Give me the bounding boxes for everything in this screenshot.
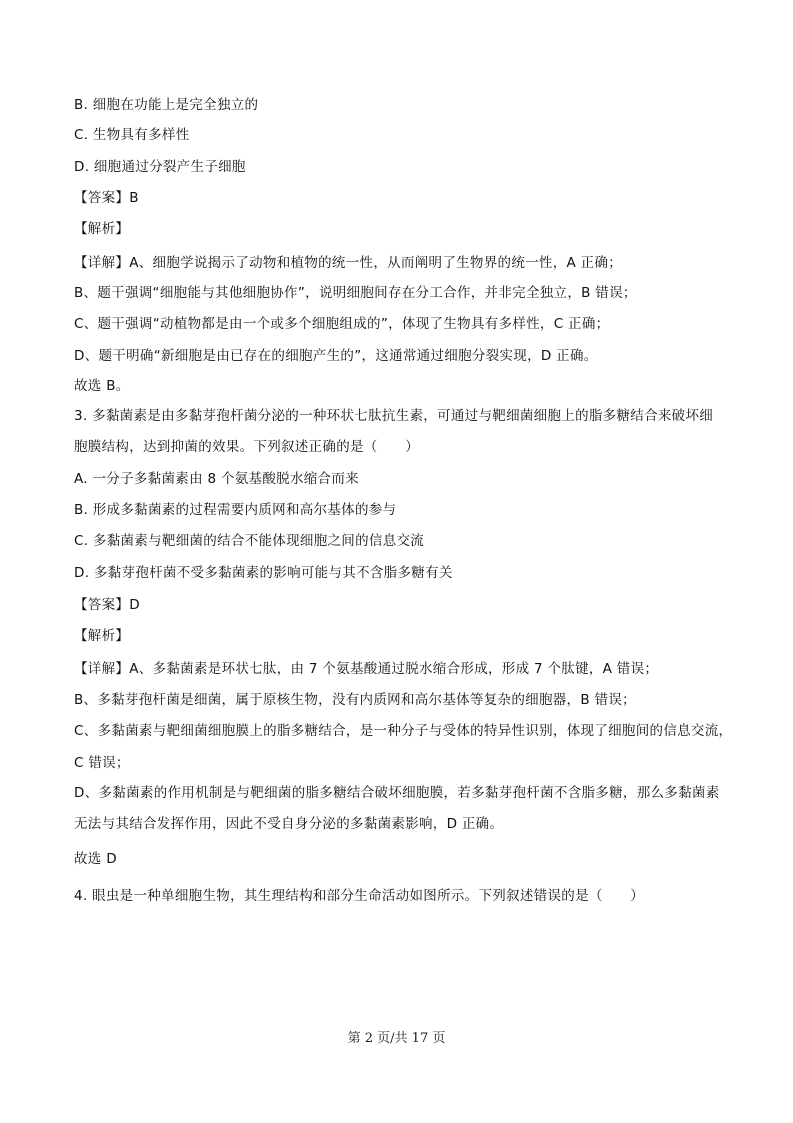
option-c: C. 多黏菌素与靶细菌的结合不能体现细胞之间的信息交流 (74, 533, 425, 549)
explanation-line: B、多黏芽孢杆菌是细菌，属于原核生物，没有内质网和高尔基体等复杂的细胞器，B 错误； (74, 692, 636, 708)
page-number-footer: 第 2 页/共 17 页 (347, 1031, 446, 1046)
question-4-stem: 4. 眼虫是一种单细胞生物，其生理结构和部分生命活动如图所示。下列叙述错误的是（ ） (74, 888, 645, 904)
option-b: B. 形成多黏菌素的过程需要内质网和高尔基体的参与 (74, 502, 397, 518)
option-c: C. 生物具有多样性 (74, 127, 190, 143)
question-3-stem: 胞膜结构，达到抑菌的效果。下列叙述正确的是（ ） (74, 439, 419, 455)
option-d: D. 多黏芽孢杆菌不受多黏菌素的影响可能与其不含脂多糖有关 (74, 565, 453, 581)
option-a: A. 一分子多黏菌素由 8 个氨基酸脱水缩合而来 (74, 471, 359, 487)
explanation-line: C、题干强调“动植物都是由一个或多个细胞组成的”，体现了生物具有多样性，C 正确； (74, 316, 610, 332)
explanation-line: 【详解】A、细胞学说揭示了动物和植物的统一性，从而阐明了生物界的统一性，A 正确； (74, 255, 623, 271)
analysis-label: 【解析】 (74, 221, 130, 237)
explanation-line: 【详解】A、多黏菌素是环状七肽，由 7 个氨基酸通过脱水缩合形成，形成 7 个肽键，A 错误； (74, 661, 659, 677)
question-3-stem: 3. 多黏菌素是由多黏芽孢杆菌分泌的一种环状七肽抗生素，可通过与靶细菌细胞上的脂多糖结合来破坏细 (74, 408, 714, 424)
analysis-label: 【解析】 (74, 628, 130, 644)
conclusion-line: 故选 B。 (74, 378, 130, 394)
explanation-line: B、题干强调“细胞能与其他细胞协作”，说明细胞间存在分工合作，并非完全独立，B 错误； (74, 285, 637, 301)
conclusion-line: 故选 D (74, 851, 117, 867)
explanation-line: 无法与其结合发挥作用，因此不受自身分泌的多黏菌素影响，D 正确。 (74, 816, 504, 832)
explanation-line: D、题干明确“新细胞是由已存在的细胞产生的”，这通常通过细胞分裂实现，D 正确。 (74, 348, 598, 364)
option-d: D. 细胞通过分裂产生子细胞 (74, 159, 246, 175)
option-b: B. 细胞在功能上是完全独立的 (74, 97, 259, 113)
answer-label: 【答案】D (74, 597, 140, 613)
answer-label: 【答案】B (74, 190, 139, 206)
explanation-line: C、多黏菌素与靶细菌细胞膜上的脂多糖结合，是一种分子与受体的特异性识别，体现了细胞间的信息交流， (74, 723, 733, 739)
explanation-line: C 错误； (74, 755, 130, 771)
explanation-line: D、多黏菌素的作用机制是与靶细菌的脂多糖结合破坏细胞膜，若多黏芽孢杆菌不含脂多糖，那么多黏菌素 (74, 785, 720, 801)
